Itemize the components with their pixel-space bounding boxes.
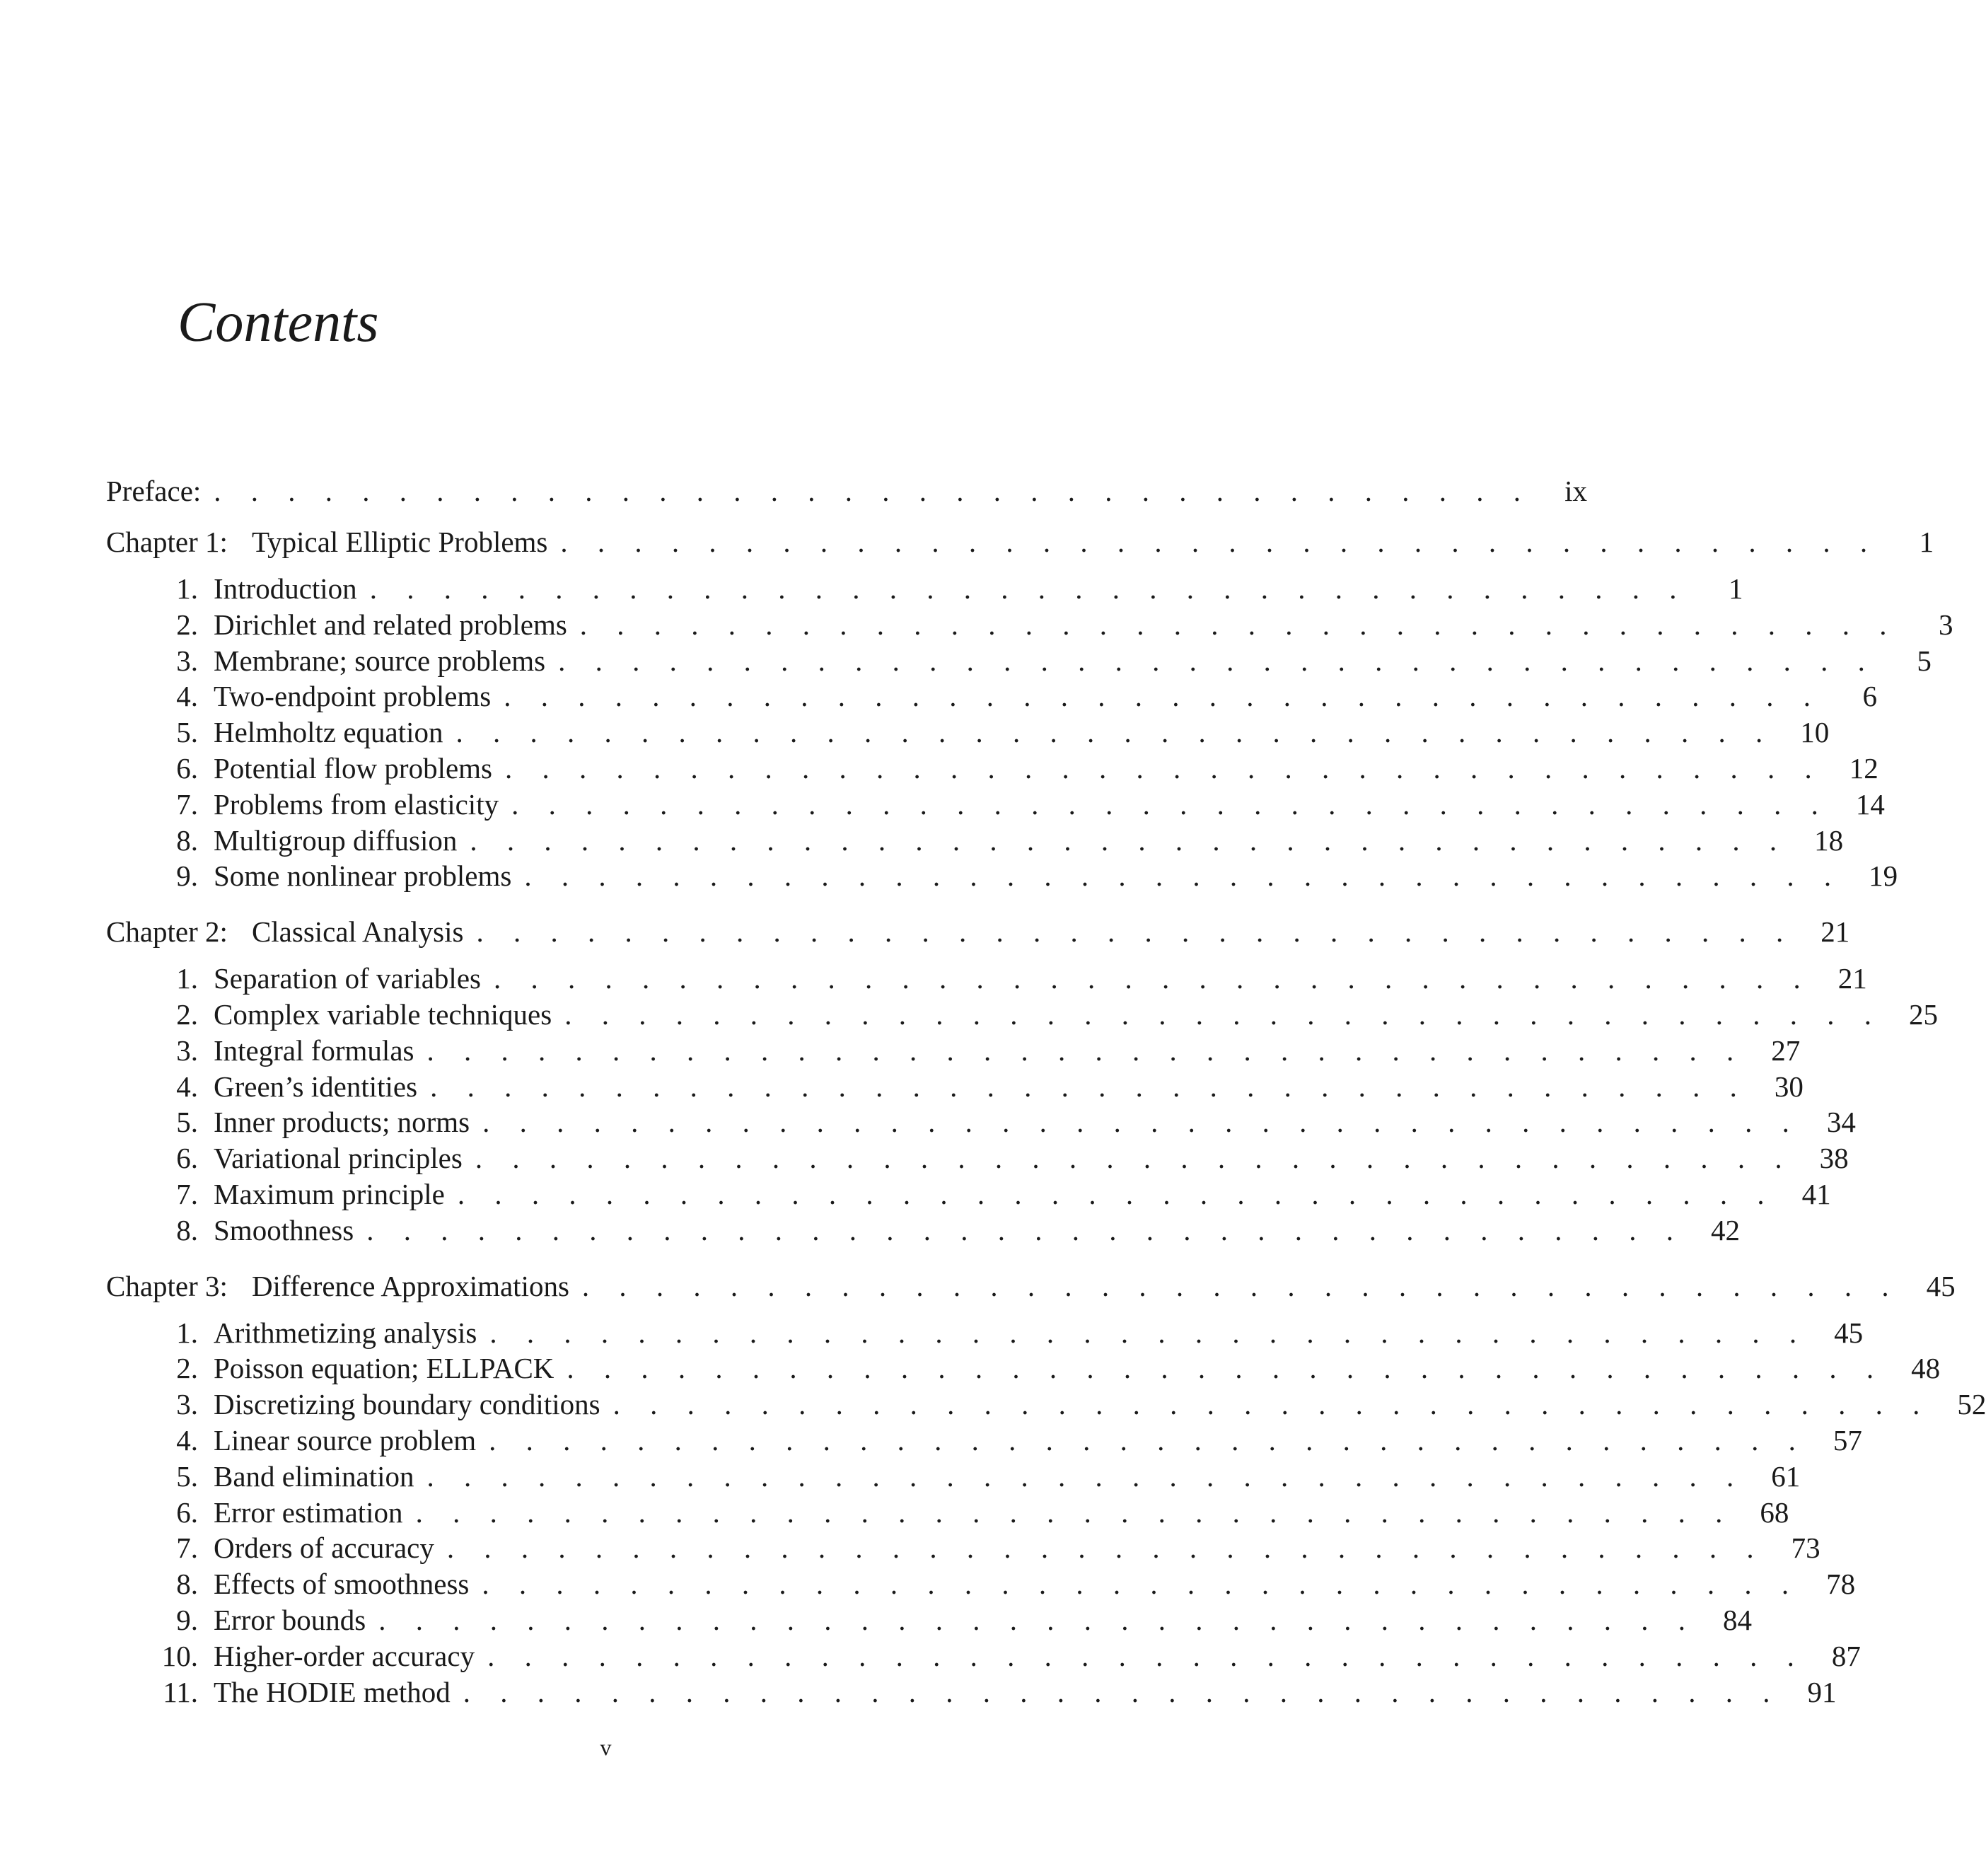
section-number: 2. bbox=[176, 998, 198, 1031]
toc-section-row bbox=[106, 1140, 1849, 1176]
dot-leader: . . . . . . . . . . . . . . . . . . . . . . . . . . . . . . . . . . . . bbox=[612, 1388, 1932, 1421]
toc-chapter-row bbox=[106, 1268, 1956, 1304]
section-number: 4. bbox=[176, 680, 198, 713]
dot-leader: . . . . . . . . . . . . . . . . . . . . . . . . . . . . . . . . . . . . bbox=[505, 752, 1823, 784]
page-ref: 27 bbox=[1771, 1033, 1801, 1067]
section-number: 5. bbox=[176, 1106, 198, 1139]
toc-section-row bbox=[106, 1104, 1856, 1140]
chapter-title: Typical Elliptic Problems bbox=[251, 526, 548, 558]
section-number: 8. bbox=[176, 1213, 198, 1246]
dot-leader: . . . . . . . . . . . . . . . . . . . . . . . . . . . . . . . . . . . . bbox=[564, 998, 1883, 1031]
page-title: Contents bbox=[178, 291, 379, 354]
toc-section-row bbox=[106, 786, 1885, 823]
chapter-title: Difference Approximations bbox=[251, 1269, 569, 1302]
section-number: 8. bbox=[176, 823, 198, 857]
section-title: Separation of variables bbox=[214, 962, 481, 995]
section-number: 3. bbox=[176, 1033, 198, 1067]
section-title: Potential flow problems bbox=[214, 752, 493, 784]
page-ref: 87 bbox=[1831, 1639, 1861, 1672]
section-number: 5. bbox=[176, 1459, 198, 1493]
section-title: Error bounds bbox=[214, 1604, 366, 1636]
dot-leader: . . . . . . . . . . . . . . . . . . . . . . . . . . . . . . . . . . . . bbox=[482, 1106, 1801, 1139]
dot-leader: . . . . . . . . . . . . . . . . . . . . . . . . . . . . . . . . . . . . bbox=[430, 1070, 1748, 1103]
dot-leader: . . . . . . . . . . . . . . . . . . . . . . . . . . . . . . . . . . . . bbox=[475, 1142, 1794, 1175]
toc-section-row bbox=[106, 996, 1938, 1033]
page-ref: 1 bbox=[1919, 526, 1934, 558]
toc-section-row bbox=[106, 714, 1830, 751]
dot-leader: . . . . . . . . . . . . . . . . . . . . . . . . . . . . . . . . . . . . bbox=[457, 1178, 1776, 1210]
page-ref: 21 bbox=[1820, 915, 1850, 949]
section-number: 6. bbox=[176, 1495, 198, 1529]
section-number: 6. bbox=[176, 1142, 198, 1175]
toc-section-row bbox=[106, 1494, 1789, 1531]
toc-section-row bbox=[106, 1068, 1804, 1105]
dot-leader: . . . . . . . . . . . . . . . . . . . . . . . . . . . . . . . . . . . . bbox=[470, 823, 1789, 857]
section-number: 9. bbox=[176, 1604, 198, 1636]
dot-leader: . . . . . . . . . . . . . . . . . . . . . . . . . . . . . . . . . . . . bbox=[487, 1639, 1806, 1672]
dot-leader: . . . . . . . . . . . . . . . . . . . . . . . . . . . . . . . . . . . . bbox=[524, 859, 1843, 893]
section-title: Higher-order accuracy bbox=[214, 1639, 475, 1672]
dot-leader: . . . . . . . . . . . . . . . . . . . . . . . . . . . . . . . . . . . . bbox=[558, 644, 1876, 677]
section-number: 5. bbox=[176, 716, 198, 749]
section-number: 7. bbox=[176, 1178, 198, 1210]
dot-leader: . . . . . . . . . . . . . . . . . . . . . . . . . . . . . . . . . . . . bbox=[581, 1269, 1900, 1302]
section-number: 10. bbox=[161, 1639, 198, 1672]
section-number: 2. bbox=[176, 1352, 198, 1385]
section-number: 7. bbox=[176, 1532, 198, 1565]
toc-section-row bbox=[106, 857, 1898, 894]
page-ref: 10 bbox=[1800, 716, 1830, 749]
section-title: Introduction bbox=[214, 572, 357, 605]
section-title: Complex variable techniques bbox=[214, 998, 552, 1031]
toc-section-row bbox=[106, 1350, 1941, 1386]
toc-section-row bbox=[106, 1212, 1740, 1249]
section-number: 11. bbox=[163, 1675, 198, 1708]
page-ref: 25 bbox=[1908, 998, 1938, 1031]
section-title: Helmholtz equation bbox=[214, 716, 443, 749]
chapter-label: Chapter 3: bbox=[106, 1269, 228, 1302]
dot-leader: . . . . . . . . . . . . . . . . . . . . . . . . . . . . . . . . . . . . bbox=[378, 1604, 1697, 1636]
dot-leader: . . . . . . . . . . . . . . . . . . . . . . . . . . . . . . . . . . . . bbox=[415, 1495, 1734, 1529]
toc-section-row bbox=[106, 570, 1743, 607]
page-ref: 68 bbox=[1760, 1495, 1789, 1529]
toc-section-row bbox=[106, 1638, 1861, 1674]
dot-leader: . . . . . . . . . . . . . . . . . . . . . . . . . . . . . . . . . . . . bbox=[214, 475, 1533, 507]
dot-leader: . . . . . . . . . . . . . . . . . . . . . . . . . . . . . . . . . . . . bbox=[426, 1033, 1746, 1067]
page-ref: 5 bbox=[1917, 644, 1932, 677]
toc-section-row bbox=[106, 1602, 1752, 1638]
toc-preface-row bbox=[106, 473, 1588, 509]
page-ref: 84 bbox=[1722, 1604, 1752, 1636]
page-ref: 78 bbox=[1826, 1568, 1856, 1601]
section-title: Integral formulas bbox=[214, 1033, 414, 1067]
section-title: Linear source problem bbox=[214, 1424, 477, 1457]
dot-leader: . . . . . . . . . . . . . . . . . . . . . . . . . . . . . . . . . . . . bbox=[369, 572, 1688, 605]
section-title: Error estimation bbox=[214, 1495, 403, 1529]
section-title: Multigroup diffusion bbox=[214, 823, 458, 857]
section-number: 8. bbox=[176, 1568, 198, 1601]
section-title: Problems from elasticity bbox=[214, 787, 499, 821]
section-title: Some nonlinear problems bbox=[214, 859, 512, 893]
page-ref: 3 bbox=[1939, 608, 1953, 641]
section-title: Green’s identities bbox=[214, 1070, 418, 1103]
page-ref: 57 bbox=[1833, 1424, 1862, 1457]
page-ref: 30 bbox=[1774, 1070, 1804, 1103]
section-number: 6. bbox=[176, 752, 198, 784]
dot-leader: . . . . . . . . . . . . . . . . . . . . . . . . . . . . . . . . . . . . bbox=[482, 1568, 1801, 1601]
dot-leader: . . . . . . . . . . . . . . . . . . . . . . . . . . . . . . . . . . . . bbox=[426, 1459, 1746, 1493]
page-ref: 91 bbox=[1807, 1675, 1837, 1708]
page-number: v bbox=[600, 1735, 612, 1760]
toc-section-row bbox=[106, 1176, 1831, 1212]
dot-leader: . . . . . . . . . . . . . . . . . . . . . . . . . . . . . . . . . . . . bbox=[511, 787, 1830, 821]
page-ref: 52 bbox=[1957, 1388, 1986, 1421]
page-ref: 6 bbox=[1862, 680, 1878, 713]
toc-section-row bbox=[106, 1422, 1862, 1459]
section-number: 9. bbox=[176, 859, 198, 893]
toc-section-row bbox=[106, 1529, 1820, 1566]
section-number: 3. bbox=[176, 644, 198, 677]
dot-leader: . . . . . . . . . . . . . . . . . . . . . . . . . . . . . . . . . . . . bbox=[489, 1424, 1807, 1457]
page-ref: 14 bbox=[1855, 787, 1885, 821]
page-ref: 45 bbox=[1834, 1316, 1864, 1349]
dot-leader: . . . . . . . . . . . . . . . . . . . . . . . . . . . . . . . . . . . . bbox=[489, 1316, 1808, 1349]
section-number: 1. bbox=[176, 572, 198, 605]
toc-section-row bbox=[106, 1565, 1856, 1602]
page-ref: 61 bbox=[1771, 1459, 1801, 1493]
toc-section-row bbox=[106, 642, 1932, 679]
page-ref: 19 bbox=[1869, 859, 1898, 893]
chapter-title: Classical Analysis bbox=[251, 915, 464, 949]
toc-section-row bbox=[106, 678, 1878, 714]
section-title: Effects of smoothness bbox=[214, 1568, 470, 1601]
section-title: Poisson equation; ELLPACK bbox=[214, 1352, 554, 1385]
section-number: 1. bbox=[176, 1316, 198, 1349]
page-ref: 21 bbox=[1837, 962, 1867, 995]
toc-section-row bbox=[106, 1032, 1801, 1069]
dot-leader: . . . . . . . . . . . . . . . . . . . . . . . . . . . . . . . . . . . . bbox=[504, 680, 1823, 713]
page-ref: 18 bbox=[1814, 823, 1844, 857]
page-ref: 42 bbox=[1710, 1213, 1740, 1246]
toc-section-row bbox=[106, 750, 1878, 787]
section-title: Smoothness bbox=[214, 1213, 354, 1246]
toc-chapter-row bbox=[106, 523, 1934, 560]
section-number: 1. bbox=[176, 962, 198, 995]
page-ref: 73 bbox=[1791, 1532, 1820, 1565]
page-ref: ix bbox=[1564, 475, 1588, 507]
dot-leader: . . . . . . . . . . . . . . . . . . . . . . . . . . . . . . . . . . . . bbox=[463, 1675, 1782, 1708]
dot-leader: . . . . . . . . . . . . . . . . . . . . . . . . . . . . . . . . . . . . bbox=[455, 716, 1775, 749]
page-ref: 12 bbox=[1849, 752, 1878, 784]
dot-leader: . . . . . . . . . . . . . . . . . . . . . . . . . . . . . . . . . . . . bbox=[366, 1213, 1685, 1246]
dot-leader: . . . . . . . . . . . . . . . . . . . . . . . . . . . . . . . . . . . . bbox=[493, 962, 1812, 995]
section-title: Variational principles bbox=[214, 1142, 463, 1175]
section-title: Band elimination bbox=[214, 1459, 414, 1493]
dot-leader: . . . . . . . . . . . . . . . . . . . . . . . . . . . . . . . . . . . . bbox=[579, 608, 1898, 641]
section-title: Inner products; norms bbox=[214, 1106, 470, 1139]
preface-label: Preface: bbox=[106, 475, 202, 507]
section-number: 7. bbox=[176, 787, 198, 821]
dot-leader: . . . . . . . . . . . . . . . . . . . . . . . . . . . . . . . . . . . . bbox=[446, 1532, 1765, 1565]
toc-section-row bbox=[106, 960, 1867, 997]
section-title: Membrane; source problems bbox=[214, 644, 546, 677]
section-number: 2. bbox=[176, 608, 198, 641]
section-title: Arithmetizing analysis bbox=[214, 1316, 477, 1349]
section-number: 3. bbox=[176, 1388, 198, 1421]
page-ref: 34 bbox=[1826, 1106, 1856, 1139]
toc-section-row bbox=[106, 1458, 1801, 1495]
dot-leader: . . . . . . . . . . . . . . . . . . . . . . . . . . . . . . . . . . . . bbox=[567, 1352, 1886, 1385]
page-ref: 1 bbox=[1728, 572, 1743, 605]
toc-section-row bbox=[106, 1674, 1837, 1710]
section-number: 4. bbox=[176, 1424, 198, 1457]
dot-leader: . . . . . . . . . . . . . . . . . . . . . . . . . . . . . . . . . . . . bbox=[476, 915, 1795, 949]
chapter-label: Chapter 2: bbox=[106, 915, 228, 949]
page-ref: 48 bbox=[1911, 1352, 1941, 1385]
page-ref: 41 bbox=[1801, 1178, 1831, 1210]
dot-leader: . . . . . . . . . . . . . . . . . . . . . . . . . . . . . . . . . . . . bbox=[560, 526, 1879, 558]
section-number: 4. bbox=[176, 1070, 198, 1103]
section-title: Two-endpoint problems bbox=[214, 680, 492, 713]
page-ref: 38 bbox=[1819, 1142, 1849, 1175]
section-title: Dirichlet and related problems bbox=[214, 608, 567, 641]
page-ref: 45 bbox=[1926, 1269, 1956, 1302]
section-title: Orders of accuracy bbox=[214, 1532, 434, 1565]
section-title: Discretizing boundary conditions bbox=[214, 1388, 600, 1421]
toc-chapter-row bbox=[106, 913, 1850, 950]
section-title: The HODIE method bbox=[214, 1675, 451, 1708]
section-title: Maximum principle bbox=[214, 1178, 445, 1210]
toc-section-row bbox=[106, 606, 1953, 643]
toc-section-row bbox=[106, 1386, 1986, 1423]
chapter-label: Chapter 1: bbox=[106, 526, 228, 558]
toc-section-row bbox=[106, 1314, 1864, 1351]
toc-section-row bbox=[106, 822, 1844, 859]
